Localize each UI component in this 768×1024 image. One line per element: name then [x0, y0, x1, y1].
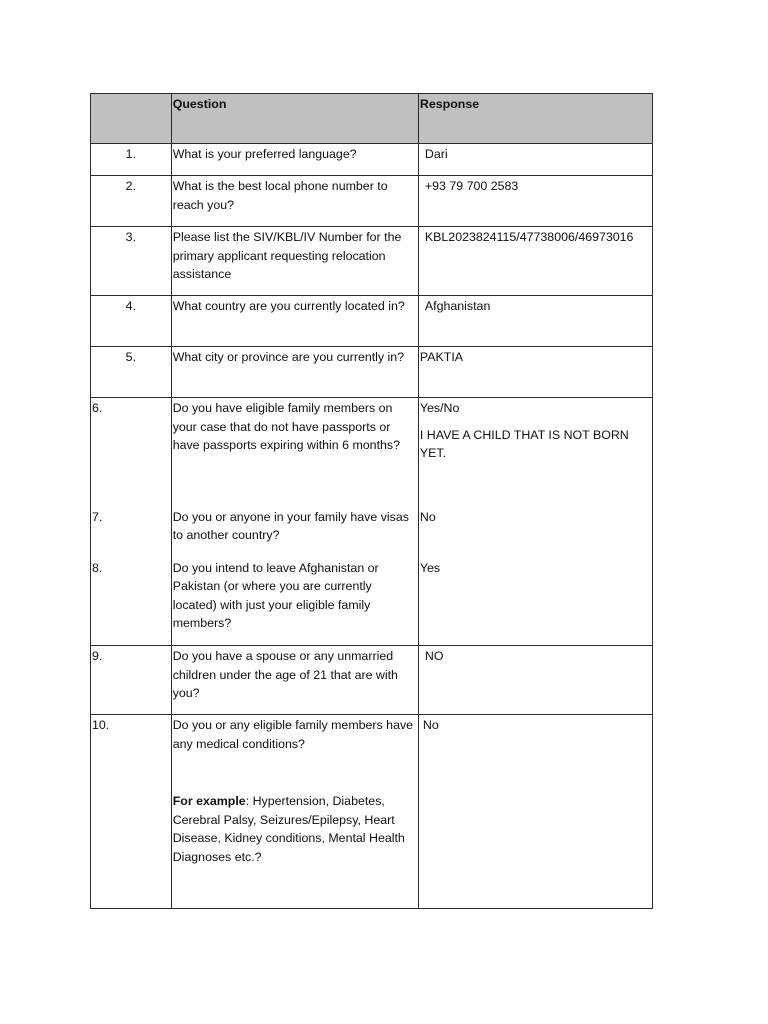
row-response: Dari — [418, 144, 652, 176]
row-question: Please list the SIV/KBL/IV Number for the primary applicant requesting relocation assistance — [171, 227, 418, 296]
row-number: 8. — [91, 558, 172, 646]
row-question: What is the best local phone number to reach you? — [171, 176, 418, 227]
table-header-row — [91, 94, 653, 144]
row-number: 7. — [91, 507, 172, 558]
header-response: Response — [418, 94, 652, 144]
table-row — [91, 646, 653, 715]
row-number: 1. — [91, 144, 172, 176]
row-response: No — [418, 715, 652, 909]
row-number: 6. — [91, 398, 172, 507]
table-row — [91, 347, 653, 398]
row-response: Yes — [418, 558, 652, 646]
row-response: Afghanistan — [418, 296, 652, 347]
table-row — [91, 144, 653, 176]
table-row — [91, 176, 653, 227]
row-question: Do you have eligible family members on your case that do not have passports or have passports expiring within 6 months? — [171, 398, 418, 507]
header-number — [91, 94, 172, 144]
questionnaire-table — [90, 93, 653, 909]
table-row — [91, 296, 653, 347]
row-number: 3. — [91, 227, 172, 296]
row-response-note: I HAVE A CHILD THAT IS NOT BORN YET. — [419, 427, 629, 461]
row-question: Do you or any eligible family members have any medical conditions? — [172, 718, 414, 751]
row-response: KBL2023824115/47738006/46973016 — [418, 227, 652, 296]
row-response: Yes/No — [419, 401, 460, 415]
row-question: What city or province are you currently in? — [171, 347, 418, 398]
row-question: What country are you currently located in? — [171, 296, 418, 347]
example-label: For example — [172, 794, 246, 809]
row-response: No — [418, 507, 652, 558]
row-question-cell — [171, 715, 418, 909]
header-question: Question — [171, 94, 418, 144]
row-response-cell — [418, 398, 652, 507]
row-number: 10. — [91, 715, 172, 909]
row-question: Do you have a spouse or any unmarried children under the age of 21 that are with you? — [171, 646, 418, 715]
row-number: 2. — [91, 176, 172, 227]
row-number: 4. — [91, 296, 172, 347]
row-question: What is your preferred language? — [171, 144, 418, 176]
table-row — [91, 558, 653, 646]
row-number: 5. — [91, 347, 172, 398]
row-number: 9. — [91, 646, 172, 715]
table-row — [91, 227, 653, 296]
row-response: +93 79 700 2583 — [418, 176, 652, 227]
row-question: Do you or anyone in your family have visas to another country? — [171, 507, 418, 558]
table-row — [91, 398, 653, 507]
table-row — [91, 507, 653, 558]
row-response: PAKTIA — [418, 347, 652, 398]
row-response: NO — [418, 646, 652, 715]
example-text: : Hypertension, Diabetes, Cerebral Palsy, Seizures/Epilepsy, Heart Disease, Kidney conditions, Mental Health Diagnoses etc.? — [172, 794, 405, 864]
table-row — [91, 715, 653, 909]
row-question: Do you intend to leave Afghanistan or Pakistan (or where you are currently located) with just your eligible family members? — [171, 558, 418, 646]
